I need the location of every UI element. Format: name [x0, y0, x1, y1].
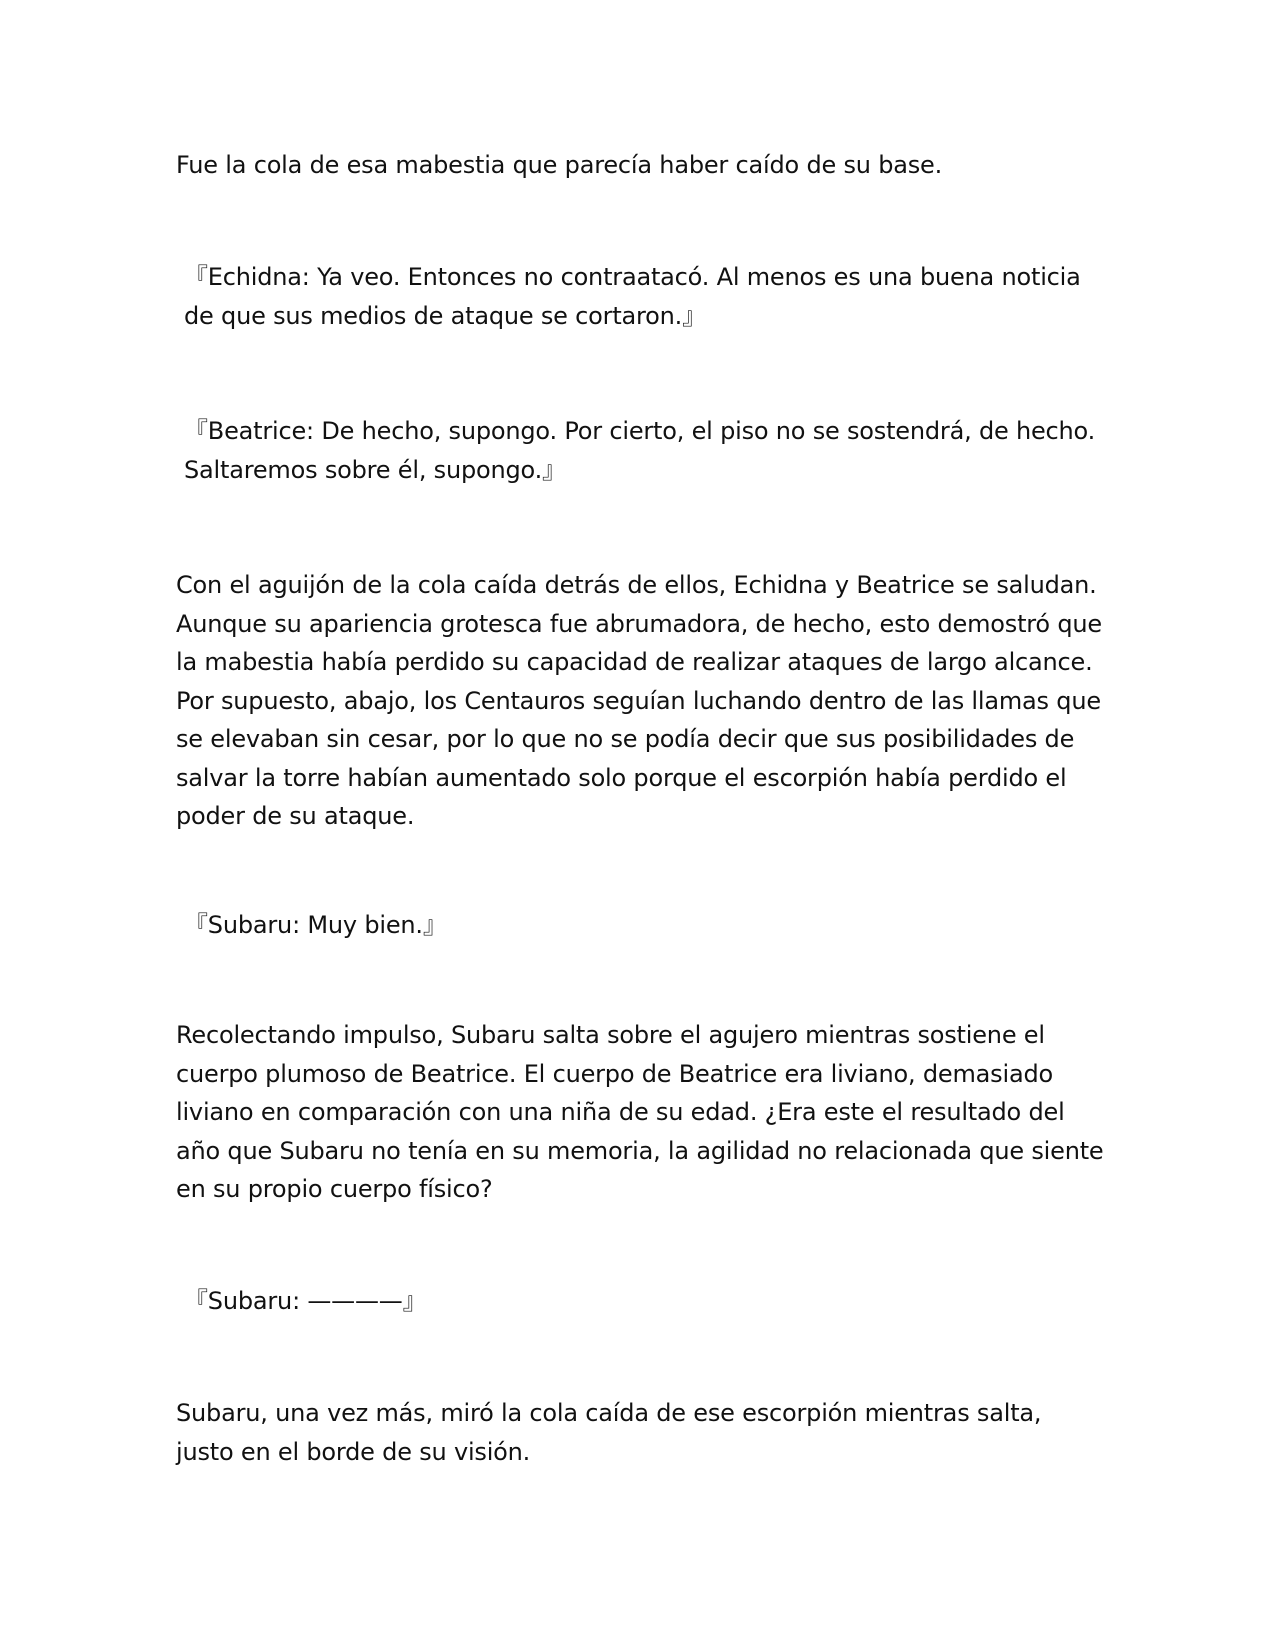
dialogue-beatrice: 『Beatrice: De hecho, supongo. Por cierto, el piso no se sostendrá, de hecho. Saltaremos sobre él, supongo.』	[184, 417, 1096, 484]
dialogue-subaru: 『Subaru: ————』	[184, 1287, 427, 1315]
narration-paragraph: Subaru, una vez más, miró la cola caída de ese escorpión mientras salta, justo en el borde de su visión.	[176, 1399, 1042, 1466]
narration-paragraph: Fue la cola de esa mabestia que parecía haber caído de su base.	[176, 151, 943, 179]
dialogue-echidna: 『Echidna: Ya veo. Entonces no contraatacó. Al menos es una buena noticia de que sus medios de ataque se cortaron.』	[184, 263, 1081, 330]
narration-paragraph: Con el aguijón de la cola caída detrás de ellos, Echidna y Beatrice se saludan. Aunque su apariencia grotesca fue abrumadora, de hecho, esto demostró que la mabestia había perdido su capacidad de realizar ataques de largo alcance. Por supuesto, abajo, los Centauros seguían luchando dentro de las llamas que se elevaban sin cesar, por lo que no se podía decir que sus posibilidades de salvar la torre habían aumentado solo porque el escorpión había perdido el poder de su ataque.	[176, 571, 1102, 830]
narration-paragraph: Recolectando impulso, Subaru salta sobre el agujero mientras sostiene el cuerpo plumoso de Beatrice. El cuerpo de Beatrice era liviano, demasiado liviano en comparación con una niña de su edad. ¿Era este el resultado del año que Subaru no tenía en su memoria, la agilidad no relacionada que siente en su propio cuerpo físico?	[176, 1021, 1104, 1203]
dialogue-subaru: 『Subaru: Muy bien.』	[184, 911, 447, 939]
